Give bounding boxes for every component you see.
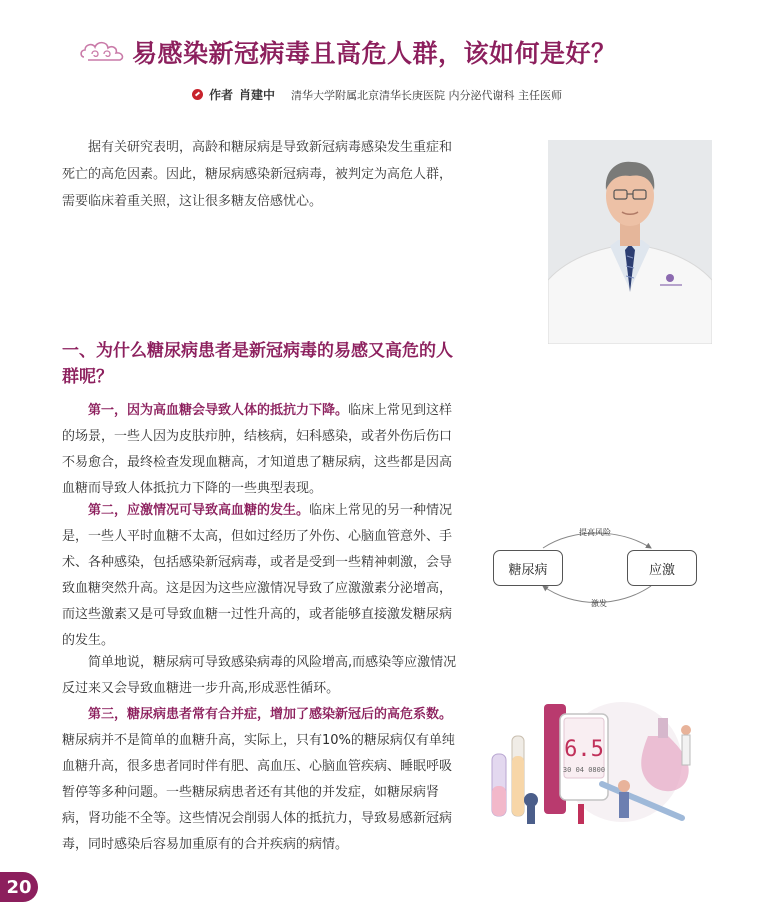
paragraph-2-text: 临床上常见的另一种情况是，一些人平时血糖不太高，但如过经历了外伤、心脑血管意外、手术、各种感染，包括感染新冠病毒，或者是受到一些精神刺激，会导致血糖突然升高。这是因为这些应激情况导致了应激激素分泌增高，而这些激素又是可导致血糖一过性升高的，或者能够直接激发糖尿病的发生。 <box>62 503 453 648</box>
cycle-node-diabetes: 糖尿病 <box>493 550 563 586</box>
author-affiliation: 清华大学附属北京清华长庚医院 内分泌代谢科 主任医师 <box>291 88 563 102</box>
author-photo <box>548 140 712 344</box>
paragraph-2 <box>62 498 462 654</box>
paragraph-4-text: 糖尿病并不是简单的血糖升高，实际上，只有10%的糖尿病仅有单纯血糖升高，很多患者同时伴有肥、高血压、心脑血管疾病、睡眠呼吸暂停等多种问题。一些糖尿病患者还有其他的并发症，如糖尿病肾病，肾功能不全等。这些情况会削弱人体的抵抗力，导致易感新冠病毒，同时感染后容易加重原有的合并疾病的病情。 <box>62 733 455 852</box>
meter-reading: 6.5 <box>564 737 604 762</box>
byline <box>192 86 562 103</box>
lab-scene-icon <box>472 696 710 830</box>
glucose-lab-illustration <box>472 696 710 830</box>
doctor-portrait-icon <box>548 140 712 344</box>
paragraph-4 <box>62 702 462 858</box>
page-number: 20 <box>0 872 38 902</box>
title-row <box>78 30 718 74</box>
paragraph-3 <box>62 650 462 702</box>
section-heading: 一、为什么糖尿病患者是新冠病毒的易感又高危的人群呢？ <box>62 341 453 387</box>
cycle-node-stress: 应激 <box>627 550 697 586</box>
article-title: 易感染新冠病毒且高危人群，该如何是好？ <box>132 39 617 68</box>
pen-icon <box>192 89 203 100</box>
intro-paragraph: 据有关研究表明，高龄和糖尿病是导致新冠病毒感染发生重症和死亡的高危因素。因此，糖尿病感染新冠病毒，被判定为高危人群，需要临床着重关照，这让很多糖友倍感忧心。 <box>62 140 453 209</box>
paragraph-3-text: 简单地说，糖尿病可导致感染病毒的风险增高,而感染等应激情况反过来又会导致血糖进一步升高,形成恶性循环。 <box>62 655 457 696</box>
vicious-cycle-diagram <box>493 524 699 612</box>
cycle-label-top: 提高风险 <box>579 528 611 537</box>
meter-timestamp: 30 04 0800 <box>562 766 606 774</box>
author-name: 肖建中 <box>239 88 276 102</box>
paragraph-1 <box>62 398 462 502</box>
paragraph-2-highlight: 第二，应激情况可导致高血糖的发生。 <box>88 503 310 518</box>
paragraph-1-text: 临床上常见到这样的场景，一些人因为皮肤疖肿，结核病，妇科感染，或者外伤后伤口不易愈合，最终检查发现血糖高，才知道患了糖尿病，这些都是因高血糖而导致人体抵抗力下降的一些典型表现。 <box>62 403 453 496</box>
cycle-label-bottom: 激发 <box>591 599 607 608</box>
paragraph-1-highlight: 第一，因为高血糖会导致人体的抵抗力下降。 <box>88 403 349 418</box>
byline-label: 作者 <box>209 88 234 102</box>
paragraph-4-highlight: 第三，糖尿病患者常有合并症，增加了感染新冠后的高危系数。 <box>88 707 453 722</box>
cloud-ornament-icon <box>78 37 128 67</box>
